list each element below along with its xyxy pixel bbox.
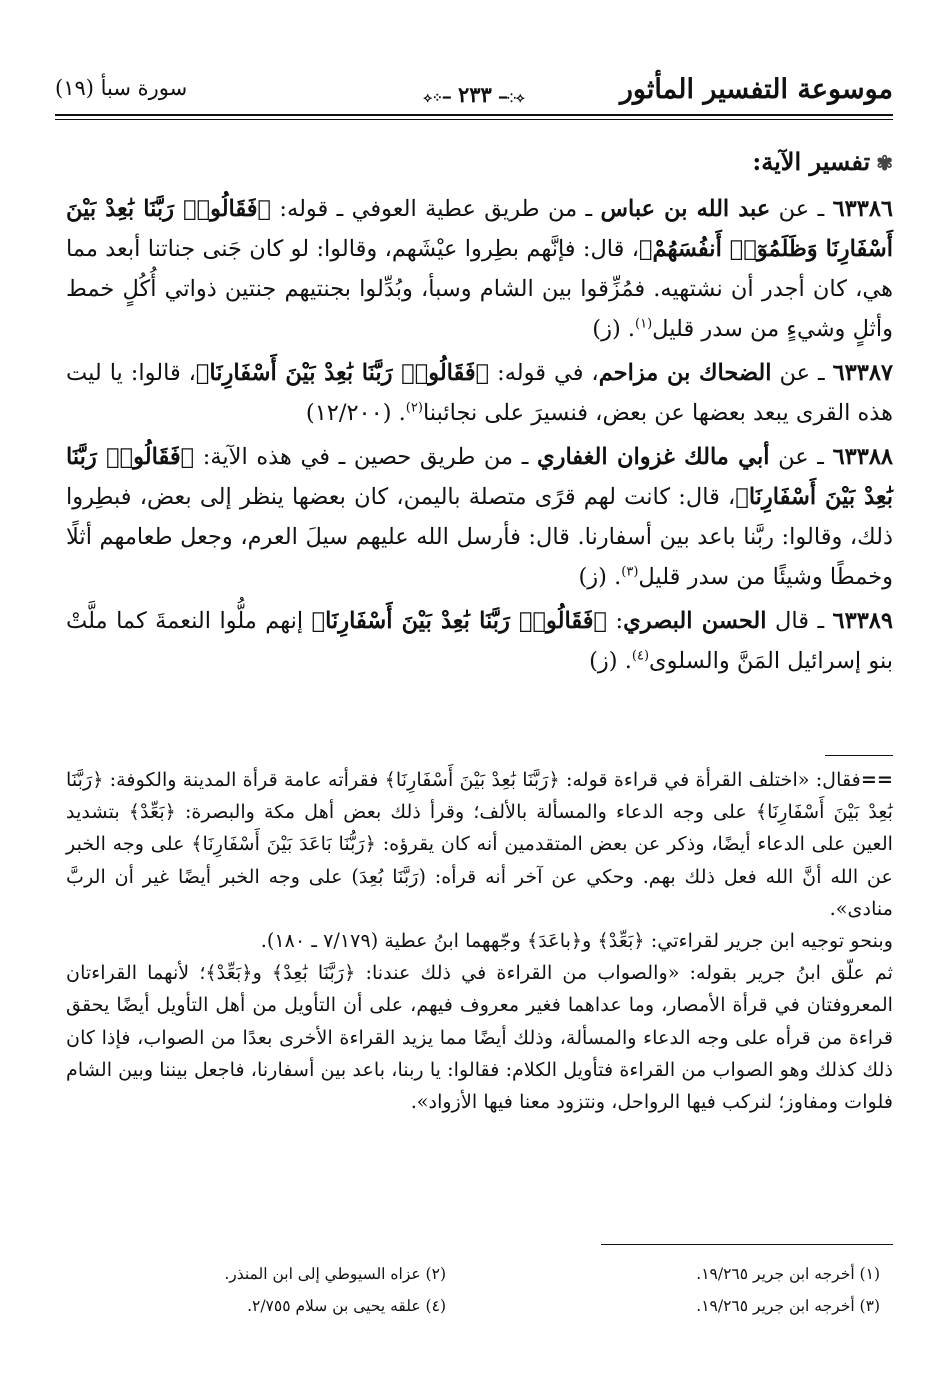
commentary-block <box>66 764 893 1118</box>
quran-quote: ﴿فَقَالُوا۟ رَبَّنَا بَٰعِدْ بَيْنَ أَسْفَارِنَا وَظَلَمُوٓا۟ أَنفُسَهُمْ﴾ <box>66 196 893 262</box>
footnote-ref: (٣) <box>621 564 639 580</box>
flower-ornament-icon: ✾ <box>876 151 893 175</box>
quran-quote: ﴿فَقَالُوا۟ رَبَّنَا بَٰعِدْ بَيْنَ أَسْفَارِنَا﴾ <box>66 444 894 510</box>
quran-quote: ﴿فَقَالُوا۟ رَبَّنَا بَٰعِدْ بَيْنَ أَسْفَارِنَا﴾ <box>311 608 608 634</box>
narration-entry: ٦٣٣٨٦ ـ عن عبد الله بن عباس ـ من طريق عطية العوفي ـ قوله: ﴿فَقَالُوا۟ رَبَّنَا بَٰعِدْ بَيْنَ أَسْفَارِنَا وَظَلَمُوٓا۟ أَنفُسَهُمْ﴾، قال: فإنَّهم بطِروا عيْشَهم، وقالوا: لو كان جَنى جناتنا أبعد مما هي، كان أجدر أن نشتهيه. فمُزِّقوا بين الشام وسبأ، وبُدِّلوا بجنتيهم جنتين ذواتي أُكُلٍ خمط وأثلٍ وشيءٍ من سدر قليل$^{(١)}$. (ز) <box>66 196 894 342</box>
narration-entry: ٦٣٣٨٨ ـ عن أبي مالك غزوان الغفاري ـ من طريق حصين ـ في هذه الآية: ﴿فَقَالُوا۟ رَبَّنَا بَٰعِدْ بَيْنَ أَسْفَارِنَا﴾، قال: كانت لهم قرًى متصلة باليمن، كان بعضها ينظر إلى بعض، فبطِروا ذلك، وقالوا: ربَّنا باعد بين أسفارنا. قال: فأرسل الله عليهم سيلَ العرم، وجعل طعامهم أثلًا وخمطًا وشيئًا من سدر قليل$^{(٣)}$. (ز) <box>66 444 894 590</box>
footnote-separator <box>601 1244 893 1245</box>
commentary-separator <box>825 755 893 756</box>
header-rule-thin <box>55 119 893 120</box>
ornament-left: ━⁘⟡ <box>423 91 451 106</box>
narration-number: ٦٣٣٨٨ <box>832 444 893 470</box>
section-heading: ✾تفسير الآية: <box>752 147 893 176</box>
ornament-right: ⟡⁘━ <box>499 91 525 106</box>
book-title: موسوعة التفسير المأثور <box>619 74 893 105</box>
page-number: ٢٣٣ <box>457 82 492 107</box>
commentary-paragraph: وبنحو توجيه ابن جرير لقراءتي: ﴿بَعِّدْ﴾ و﴿باعَدَ﴾ وجّههما ابنُ عطية (٧/١٧٩ ـ ١٨٠). <box>260 929 893 953</box>
commentary-paragraph: ==فقال: «اختلف القرأة في قراءة قوله: ﴿رَبَّنَا بَٰعِدْ بَيْنَ أَسْفَارِنَا﴾ فقرأته عامة قرأة المدينة والكوفة: ﴿رَبَّنَا بَٰعِدْ بَيْنَ أَسْفَارِنَا﴾ على وجه الدعاء والمسألة بالألف؛ وقرأ ذلك بعض أهل مكة والبصرة: ﴿بَعِّدْ﴾ بتشديد العين على الدعاء أيضًا، وذكر عن بعض المتقدمين أنه كان يقرؤه: ﴿رَبُّنَا بَاعَدَ بَيْنَ أَسْفَارِنَا﴾ على وجه الخبر عن الله أنَّ الله فعل ذلك بهم. وحكي عن آخر أنه قرأه: (رَبَّنَا بُعِدَ) على وجه الخبر أيضًا غير أن الربَّ منادى». <box>66 768 893 920</box>
main-text <box>66 142 893 685</box>
quran-quote: ﴿فَقَالُوا۟ رَبَّنَا بَٰعِدْ بَيْنَ أَسْفَارِنَا﴾ <box>195 360 490 386</box>
narration-entry: ٦٣٣٨٩ ـ قال الحسن البصري: ﴿فَقَالُوا۟ رَبَّنَا بَٰعِدْ بَيْنَ أَسْفَارِنَا﴾ إنهم ملُّوا النعمةَ كما ملَّتْ بنو إسرائيل المَنَّ والسلوى$^{(٤)}$. (ز) <box>66 608 893 674</box>
narration-number: ٦٣٣٨٩ <box>832 608 893 634</box>
page-header <box>55 62 893 118</box>
narration-number: ٦٣٣٨٦ <box>832 196 894 222</box>
footnote-3: (٣) أخرجه ابن جرير ١٩/٢٦٥. <box>696 1297 880 1315</box>
footnote-1: (١) أخرجه ابن جرير ١٩/٢٦٥. <box>696 1265 880 1283</box>
narrator-name: عبد الله بن عباس <box>600 196 771 222</box>
footnote-ref: (٤) <box>631 648 650 664</box>
narrator-name: الضحاك بن مزاحم <box>598 360 772 386</box>
footnote-ref: (٢) <box>405 400 423 416</box>
header-rule-thick <box>55 114 893 116</box>
footnote-2: (٢) عزاه السيوطي إلى ابن المنذر. <box>224 1265 446 1283</box>
commentary-paragraph: ثم علّق ابنُ جرير بقوله: «والصواب من القراءة في ذلك عندنا: ﴿رَبَّنَا بَٰعِدْ﴾ و﴿بَعِّدْ﴾؛ لأنهما القراءتان المعروفتان في قرأة الأمصار، وما عداهما فغير معروف فيهم، على أن التأويل من أهل التأويل أيضًا يحقق قراءة من قرأه على وجه الدعاء والمسألة، وذلك أيضًا مما يزيد القراءة الأخرى بعدًا من الصواب، فإذا كان ذلك كذلك وهو الصواب من القراءة فتأويل الكلام: فقالوا: يا ربنا، باعد بين أسفارنا، فاجعل بيننا وبين الشام فلوات ومفاوز؛ لنركب فيها الرواحل، ونتزود معنا فيها الأزواد». <box>66 961 893 1114</box>
narrator-name: أبي مالك غزوان الغفاري <box>536 444 770 470</box>
footnote-ref: (١) <box>635 316 653 332</box>
surah-label: سورة سبأ (١٩) <box>55 76 188 100</box>
footnote-4: (٤) علقه يحيى بن سلام ٢/٧٥٥. <box>247 1297 446 1315</box>
continuation-mark: == <box>860 768 893 791</box>
narrator-name: الحسن البصري <box>623 608 767 634</box>
narration-entry: ٦٣٣٨٧ ـ عن الضحاك بن مزاحم، في قوله: ﴿فَقَالُوا۟ رَبَّنَا بَٰعِدْ بَيْنَ أَسْفَارِنَا﴾، قالوا: يا ليت هذه القرى يبعد بعضها عن بعض، فنسيرَ على نجائبنا$^{(٢)}$. (١٢/٢٠٠) <box>66 360 893 426</box>
narration-number: ٦٣٣٨٧ <box>832 360 893 386</box>
